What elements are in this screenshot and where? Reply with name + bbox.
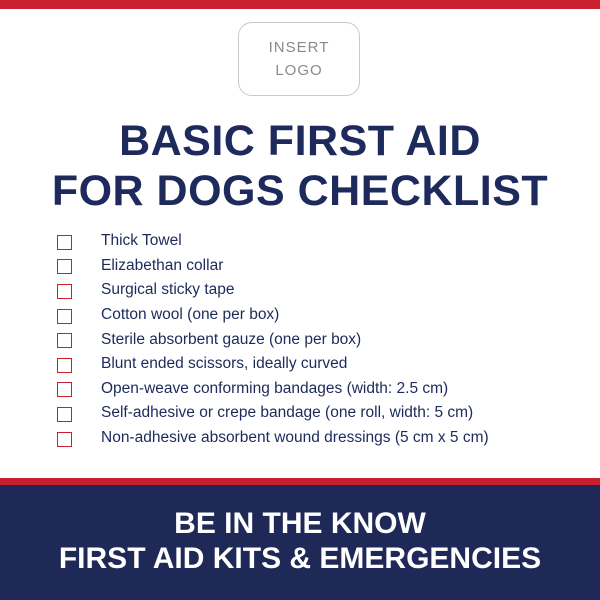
footer-heading-line2: FIRST AID KITS & EMERGENCIES <box>58 542 542 575</box>
checkbox[interactable] <box>57 333 72 348</box>
top-accent-stripe <box>0 0 600 9</box>
page-title-line1: BASIC FIRST AID <box>119 117 481 165</box>
checklist-item[interactable] <box>57 401 577 426</box>
checklist-item-label: Thick Towel <box>101 232 182 250</box>
checkbox[interactable] <box>57 358 72 373</box>
footer-heading-line1: BE IN THE KNOW <box>174 507 426 540</box>
checklist-item-label: Cotton wool (one per box) <box>101 306 280 324</box>
checklist-item-label: Blunt ended scissors, ideally curved <box>101 355 348 373</box>
checklist <box>57 229 577 450</box>
logo-placeholder-line2: LOGO <box>275 62 323 79</box>
checklist-item-label: Open-weave conforming bandages (width: 2.5 cm) <box>101 379 449 397</box>
checklist-item-label: Sterile absorbent gauze (one per box) <box>101 330 362 348</box>
checkbox[interactable] <box>57 284 72 299</box>
checklist-item[interactable] <box>57 254 577 279</box>
page-title-line2: FOR DOGS CHECKLIST <box>51 167 549 215</box>
checklist-item-label: Surgical sticky tape <box>101 281 235 299</box>
checklist-item[interactable] <box>57 229 577 254</box>
checklist-item-label: Elizabethan collar <box>101 256 224 274</box>
checklist-item-label: Non-adhesive absorbent wound dressings (5 cm x 5 cm) <box>101 429 489 447</box>
logo-placeholder-line1: INSERT <box>268 39 330 56</box>
logo-placeholder <box>238 22 360 96</box>
page-title <box>0 116 600 216</box>
checkbox[interactable] <box>57 382 72 397</box>
checklist-item[interactable] <box>57 377 577 402</box>
checklist-item[interactable] <box>57 327 577 352</box>
checklist-item[interactable] <box>57 352 577 377</box>
checkbox[interactable] <box>57 309 72 324</box>
checkbox[interactable] <box>57 407 72 422</box>
checkbox[interactable] <box>57 432 72 447</box>
checklist-item[interactable] <box>57 303 577 328</box>
footer-banner <box>0 485 600 600</box>
bottom-accent-stripe <box>0 478 600 485</box>
checklist-item[interactable] <box>57 426 577 451</box>
checklist-item-label: Self-adhesive or crepe bandage (one roll, width: 5 cm) <box>101 404 474 422</box>
checkbox[interactable] <box>57 259 72 274</box>
checklist-item[interactable] <box>57 278 577 303</box>
checkbox[interactable] <box>57 235 72 250</box>
